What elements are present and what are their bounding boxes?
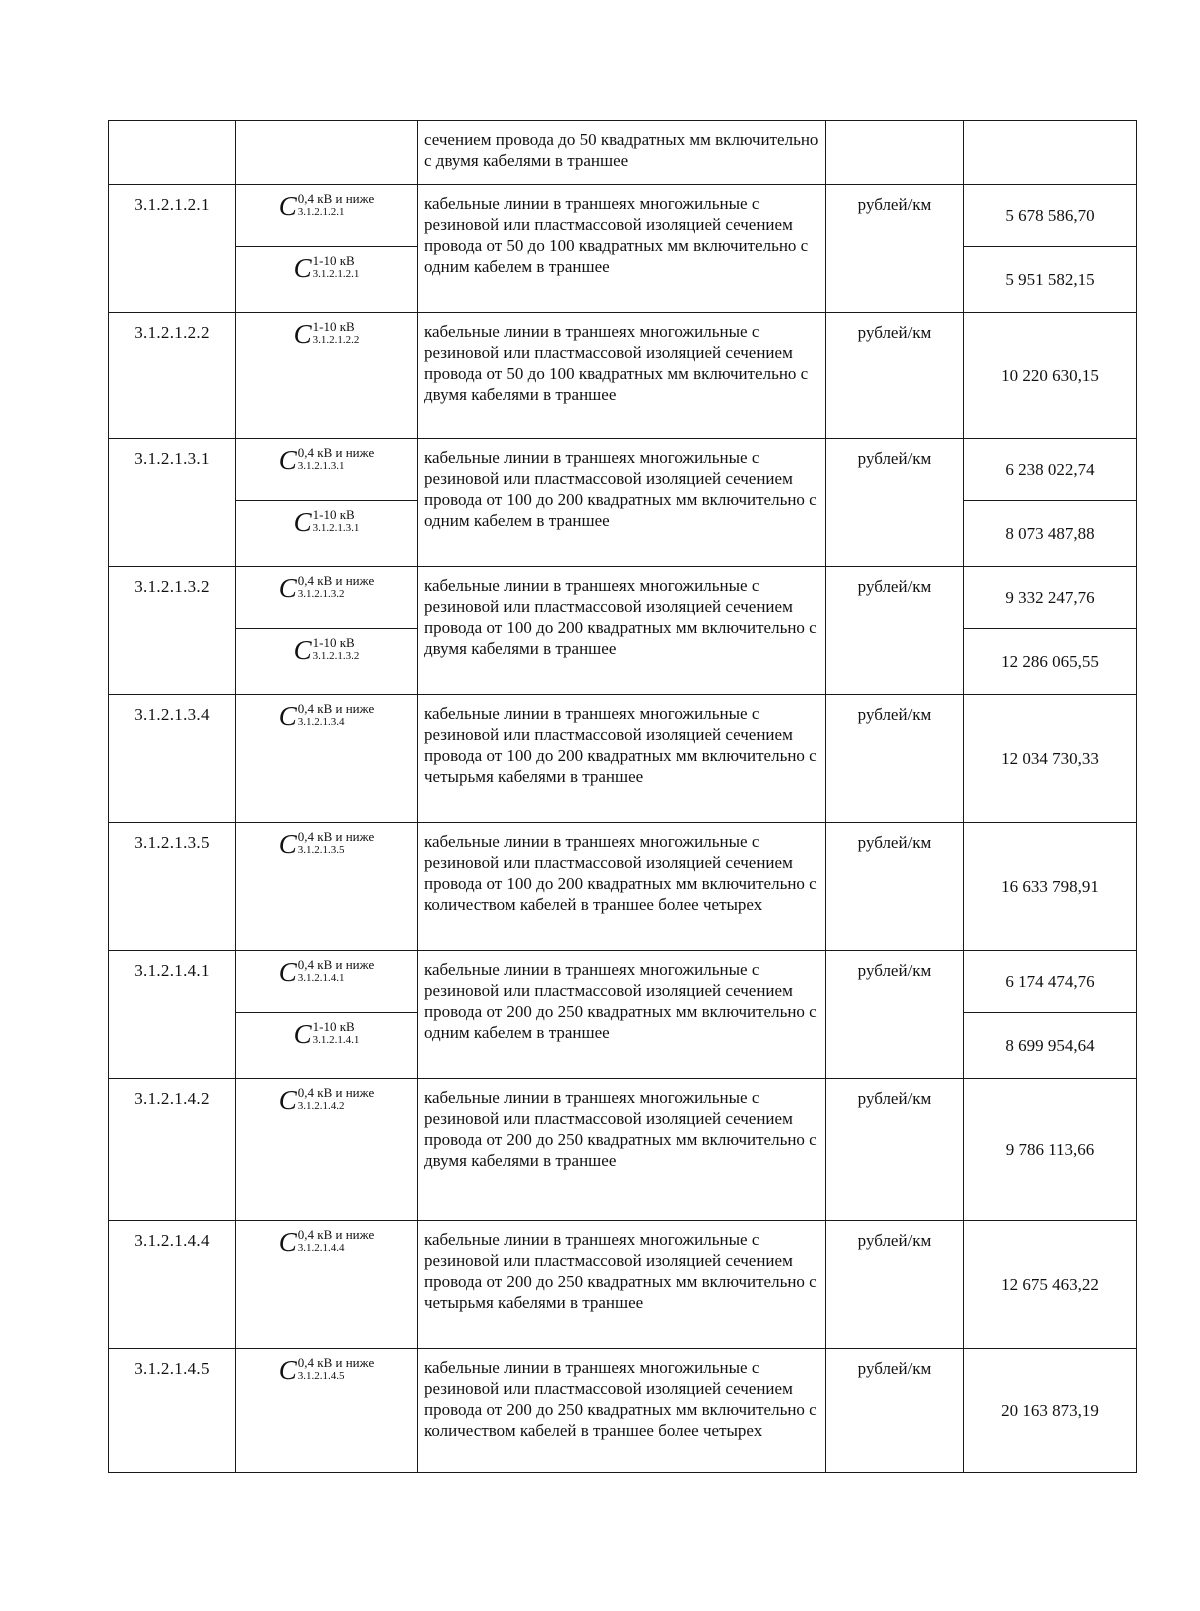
rate-letter: C	[278, 957, 297, 987]
item-unit: рублей/км	[826, 1221, 964, 1349]
rate-formula	[294, 1019, 360, 1049]
item-code: 3.1.2.1.2.2	[109, 313, 236, 439]
document-page	[108, 120, 1137, 1473]
voltage-superscript: 0,4 кВ и ниже	[297, 1227, 375, 1242]
voltage-superscript: 0,4 кВ и ниже	[297, 191, 375, 206]
voltage-superscript: 0,4 кВ и ниже	[297, 957, 375, 972]
item-description: кабельные линии в траншеях многожильные с резиновой или пластмассовой изоляцией сечением провода от 200 до 250 квадратных мм включительно с одним кабелем в траншее	[418, 951, 826, 1079]
rate-letter: C	[278, 701, 297, 731]
item-unit: рублей/км	[826, 951, 964, 1079]
item-unit: рублей/км	[826, 823, 964, 951]
rate-scripts	[313, 253, 360, 280]
item-description: кабельные линии в траншеях многожильные с резиновой или пластмассовой изоляцией сечением провода от 100 до 200 квадратных мм включительно с двумя кабелями в траншее	[418, 567, 826, 695]
rate-symbol	[236, 439, 418, 501]
rate-value: 12 286 065,55	[964, 629, 1137, 695]
rate-value: 6 238 022,74	[964, 439, 1137, 501]
item-unit: рублей/км	[826, 1079, 964, 1221]
rate-formula	[279, 573, 374, 603]
rate-formula	[279, 701, 374, 731]
table-row	[109, 1349, 1137, 1473]
rate-value: 9 332 247,76	[964, 567, 1137, 629]
rate-symbol	[236, 1079, 418, 1221]
rate-letter: C	[293, 507, 312, 537]
item-code: 3.1.2.1.3.2	[109, 567, 236, 695]
code-subscript: 3.1.2.1.3.2	[312, 650, 360, 662]
rate-value: 6 174 474,76	[964, 951, 1137, 1013]
voltage-superscript: 1-10 кВ	[312, 635, 355, 650]
voltage-superscript: 0,4 кВ и ниже	[297, 573, 375, 588]
rate-formula	[279, 1355, 374, 1385]
rate-letter: C	[278, 829, 297, 859]
rate-letter: C	[278, 445, 297, 475]
voltage-superscript: 0,4 кВ и ниже	[297, 829, 375, 844]
table-row	[109, 185, 1137, 247]
rate-scripts	[313, 507, 360, 534]
item-unit: рублей/км	[826, 313, 964, 439]
table-row	[109, 1079, 1137, 1221]
item-code: 3.1.2.1.4.1	[109, 951, 236, 1079]
item-description: кабельные линии в траншеях многожильные с резиновой или пластмассовой изоляцией сечением провода от 200 до 250 квадратных мм включительно с четырьмя кабелями в траншее	[418, 1221, 826, 1349]
rate-letter: C	[293, 253, 312, 283]
item-description: кабельные линии в траншеях многожильные с резиновой или пластмассовой изоляцией сечением провода от 200 до 250 квадратных мм включительно с количеством кабелей в траншее более четырех	[418, 1349, 826, 1473]
rate-value: 16 633 798,91	[964, 823, 1137, 951]
code-subscript: 3.1.2.1.3.1	[297, 460, 345, 472]
rate-symbol	[236, 501, 418, 567]
rate-scripts	[298, 445, 374, 472]
item-description: кабельные линии в траншеях многожильные с резиновой или пластмассовой изоляцией сечением провода от 50 до 100 квадратных мм включительно с двумя кабелями в траншее	[418, 313, 826, 439]
rate-symbol	[236, 1349, 418, 1473]
rate-formula	[279, 191, 374, 221]
table-row	[109, 121, 1137, 185]
table-row	[109, 823, 1137, 951]
item-code: 3.1.2.1.4.2	[109, 1079, 236, 1221]
rate-value	[964, 121, 1137, 185]
voltage-superscript: 1-10 кВ	[312, 253, 355, 268]
table-row	[109, 1221, 1137, 1349]
rate-value: 9 786 113,66	[964, 1079, 1137, 1221]
rate-value: 12 675 463,22	[964, 1221, 1137, 1349]
rate-value: 5 951 582,15	[964, 247, 1137, 313]
item-unit: рублей/км	[826, 1349, 964, 1473]
table-row	[109, 439, 1137, 501]
rate-value: 12 034 730,33	[964, 695, 1137, 823]
item-code: 3.1.2.1.3.4	[109, 695, 236, 823]
rate-letter: C	[293, 635, 312, 665]
rate-symbol	[236, 1221, 418, 1349]
rate-formula	[294, 319, 360, 349]
code-subscript: 3.1.2.1.4.1	[297, 972, 345, 984]
rate-symbol	[236, 951, 418, 1013]
voltage-superscript: 1-10 кВ	[312, 507, 355, 522]
code-subscript: 3.1.2.1.4.2	[297, 1100, 345, 1112]
rate-formula	[279, 1227, 374, 1257]
item-unit: рублей/км	[826, 439, 964, 567]
rate-scripts	[313, 319, 360, 346]
rate-scripts	[298, 1355, 374, 1382]
item-description: кабельные линии в траншеях многожильные с резиновой или пластмассовой изоляцией сечением провода от 200 до 250 квадратных мм включительно с двумя кабелями в траншее	[418, 1079, 826, 1221]
rate-letter: C	[293, 319, 312, 349]
voltage-superscript: 1-10 кВ	[312, 1019, 355, 1034]
voltage-superscript: 0,4 кВ и ниже	[297, 445, 375, 460]
item-code: 3.1.2.1.4.4	[109, 1221, 236, 1349]
rate-formula	[279, 829, 374, 859]
voltage-superscript: 0,4 кВ и ниже	[297, 701, 375, 716]
item-description: кабельные линии в траншеях многожильные с резиновой или пластмассовой изоляцией сечением провода от 100 до 200 квадратных мм включительно с количеством кабелей в траншее более четырех	[418, 823, 826, 951]
rate-letter: C	[278, 1227, 297, 1257]
rate-value: 5 678 586,70	[964, 185, 1137, 247]
code-subscript: 3.1.2.1.3.2	[297, 588, 345, 600]
code-subscript: 3.1.2.1.4.5	[297, 1370, 345, 1382]
item-code: 3.1.2.1.4.5	[109, 1349, 236, 1473]
rate-scripts	[298, 957, 374, 984]
rate-scripts	[298, 573, 374, 600]
rate-letter: C	[278, 573, 297, 603]
voltage-superscript: 0,4 кВ и ниже	[297, 1355, 375, 1370]
rate-symbol	[236, 247, 418, 313]
rate-symbol	[236, 185, 418, 247]
rate-value: 8 073 487,88	[964, 501, 1137, 567]
rate-formula	[294, 507, 360, 537]
item-code	[109, 121, 236, 185]
rate-symbol	[236, 695, 418, 823]
rate-formula	[294, 635, 360, 665]
rate-value: 10 220 630,15	[964, 313, 1137, 439]
code-subscript: 3.1.2.1.2.2	[312, 334, 360, 346]
table-row	[109, 567, 1137, 629]
code-subscript: 3.1.2.1.3.4	[297, 716, 345, 728]
table-row	[109, 695, 1137, 823]
item-description: сечением провода до 50 квадратных мм включительно с двумя кабелями в траншее	[418, 121, 826, 185]
rate-value: 8 699 954,64	[964, 1013, 1137, 1079]
table-row	[109, 951, 1137, 1013]
rate-scripts	[313, 635, 360, 662]
voltage-superscript: 1-10 кВ	[312, 319, 355, 334]
rate-symbol	[236, 313, 418, 439]
table-row	[109, 313, 1137, 439]
rate-symbol	[236, 629, 418, 695]
rate-symbol	[236, 823, 418, 951]
rate-symbol	[236, 567, 418, 629]
code-subscript: 3.1.2.1.2.1	[312, 268, 360, 280]
item-unit: рублей/км	[826, 695, 964, 823]
rate-formula	[294, 253, 360, 283]
code-subscript: 3.1.2.1.4.1	[312, 1034, 360, 1046]
code-subscript: 3.1.2.1.3.5	[297, 844, 345, 856]
item-unit: рублей/км	[826, 567, 964, 695]
rate-letter: C	[278, 191, 297, 221]
item-unit: рублей/км	[826, 185, 964, 313]
item-unit	[826, 121, 964, 185]
rate-formula	[279, 957, 374, 987]
rate-letter: C	[278, 1085, 297, 1115]
rate-symbol	[236, 1013, 418, 1079]
item-description: кабельные линии в траншеях многожильные с резиновой или пластмассовой изоляцией сечением провода от 50 до 100 квадратных мм включительно с одним кабелем в траншее	[418, 185, 826, 313]
code-subscript: 3.1.2.1.2.1	[297, 206, 345, 218]
rate-symbol	[236, 121, 418, 185]
rate-formula	[279, 1085, 374, 1115]
rates-table	[108, 120, 1137, 1473]
voltage-superscript: 0,4 кВ и ниже	[297, 1085, 375, 1100]
rate-formula	[279, 445, 374, 475]
code-subscript: 3.1.2.1.4.4	[297, 1242, 345, 1254]
rate-scripts	[298, 829, 374, 856]
item-code: 3.1.2.1.3.1	[109, 439, 236, 567]
rate-scripts	[298, 701, 374, 728]
rate-scripts	[298, 191, 374, 218]
item-description: кабельные линии в траншеях многожильные с резиновой или пластмассовой изоляцией сечением провода от 100 до 200 квадратных мм включительно с одним кабелем в траншее	[418, 439, 826, 567]
item-code: 3.1.2.1.2.1	[109, 185, 236, 313]
rates-table-body	[109, 121, 1137, 1473]
item-description: кабельные линии в траншеях многожильные с резиновой или пластмассовой изоляцией сечением провода от 100 до 200 квадратных мм включительно с четырьмя кабелями в траншее	[418, 695, 826, 823]
rate-scripts	[298, 1227, 374, 1254]
rate-scripts	[298, 1085, 374, 1112]
item-code: 3.1.2.1.3.5	[109, 823, 236, 951]
rate-value: 20 163 873,19	[964, 1349, 1137, 1473]
rate-letter: C	[293, 1019, 312, 1049]
code-subscript: 3.1.2.1.3.1	[312, 522, 360, 534]
rate-scripts	[313, 1019, 360, 1046]
rate-letter: C	[278, 1355, 297, 1385]
